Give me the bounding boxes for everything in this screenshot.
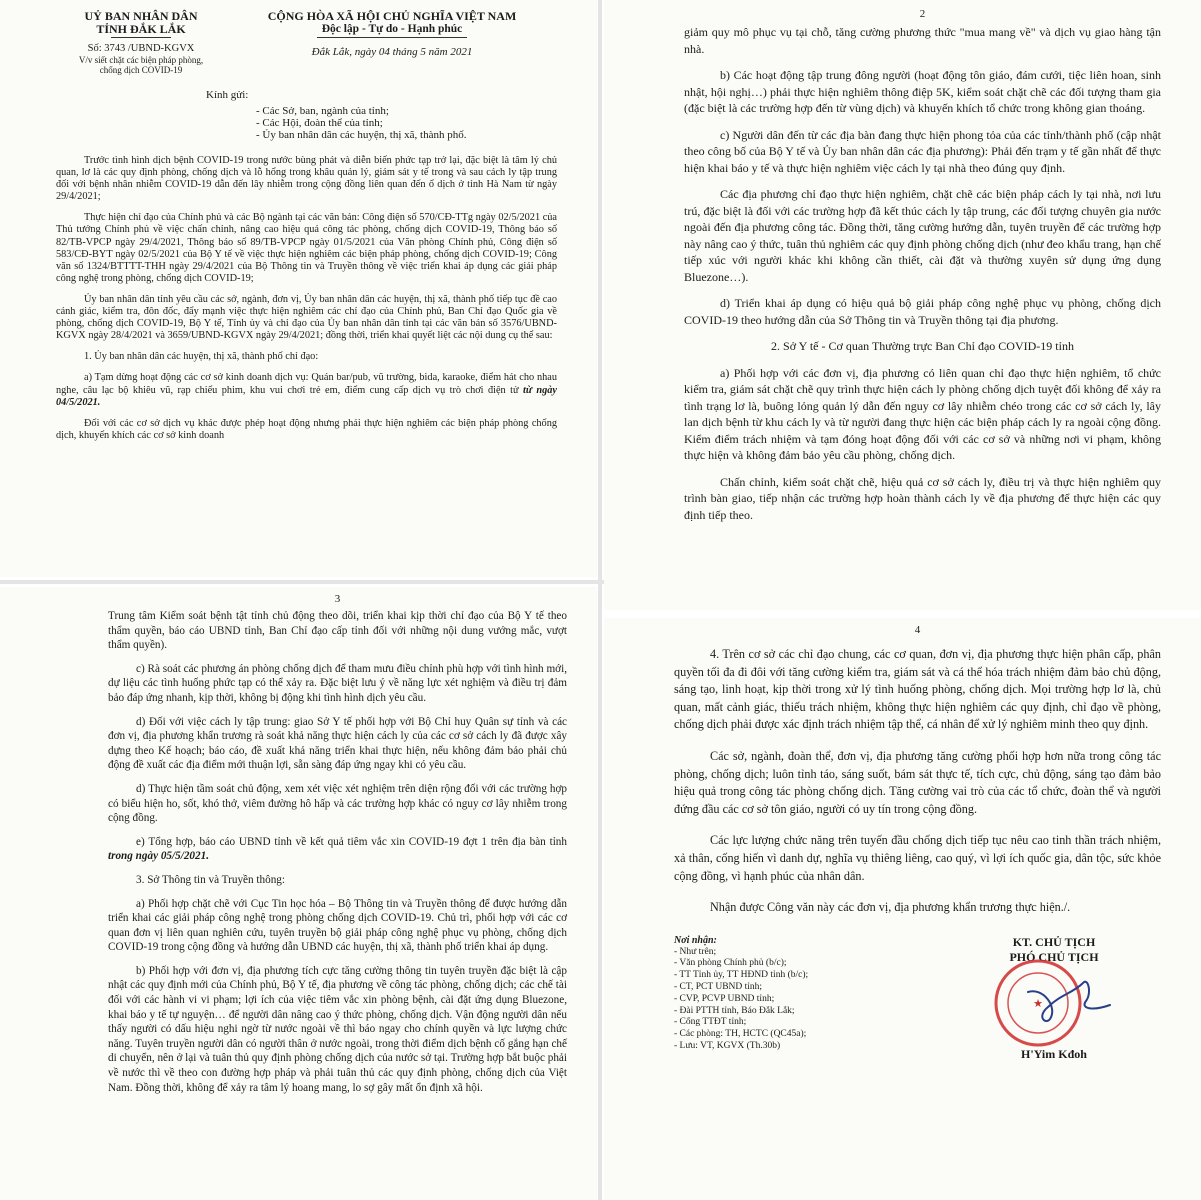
paragraph: d) Đối với việc cách ly tập trung: giao Sở Y tế phối hợp với Bộ Chỉ huy Quân sự tỉnh và các đơn vị, địa phương khẩn trương rà soát khả năng thực hiện cách ly của các cơ sở cách ly đã được xây dựng theo Kế hoạch; báo cáo, đề xuất khả năng triển khai thực hiện, nếu không đảm bảo phải chủ động đề xuất các địa điểm mới thuận lợi, sẵn sàng đáp ứng ngay khi có yêu cầu. bbox=[108, 715, 567, 772]
national-motto: Độc lập - Tự do - Hạnh phúc bbox=[321, 23, 463, 35]
paragraph-a-emphasis: từ ngày 04/5/2021. bbox=[56, 384, 557, 408]
recipients-heading: Nơi nhận: bbox=[674, 934, 717, 946]
paragraph: a) Phối hợp với các đơn vị, địa phương có liên quan chỉ đạo thực hiện nghiêm, tổ chức kiểm tra, giám sát chặt chẽ quy trình thực hiện cách ly phòng chống dịch tuyệt đối không để xảy ra tình trạng lơ là, buông lỏng quản lý dẫn đến nguy cơ lây nhiễm chéo trong các cơ sở cách ly, lây lan dịch bệnh từ khu cách ly và từ người đang thực hiện các biện pháp cách ly ra ngoài cộng đồng. Kiểm điểm trách nhiệm và tạm đóng hoạt động đối với các cơ sở và những nơi vi phạm, không thực hiện và không đảm bảo yêu cầu phòng, chống dịch. bbox=[684, 365, 1161, 462]
paragraph: 1. Ủy ban nhân dân các huyện, thị xã, thành phố chỉ đạo: bbox=[84, 351, 319, 363]
document-page-3 bbox=[0, 587, 597, 1200]
recipient-list bbox=[256, 105, 557, 141]
signatory-line1: KT. CHỦ TỊCH bbox=[1012, 934, 1096, 949]
paragraph: b) Phối hợp với đơn vị, địa phương tích cực tăng cường thông tin tuyên truyền đặc biệt là cập nhật các quy định mới của Chính phủ, Bộ Y tế, địa phương về công tác phòng, chống dịch; các chế tài đối với các hành vi vi phạm; lợi ích của việc tiêm vắc xin phòng bệnh, cài đặt ứng dụng Bluezone, khai báo y tế tự nguyện… để người dân nâng cao ý thức phòng, chống dịch. Vận động người dân nếu thấy người có dấu hiệu nghi ngờ từ nước ngoài về thì báo ngay cho chính quyền và lực lượng chức năng. Tuyên truyền người dân có người thân ở nước ngoài, trong thời điểm dịch bệnh cố gắng hạn chế di chuyển, nên ở lại và tuân thủ quy định phòng chống dịch của nước sở tại. Trường hợp bắt buộc phải về nước thì về theo con đường hợp pháp và phải tuân thủ các quy định phòng, chống dịch của Việt Nam. Đồng thời, không để xảy ra tâm lý hoang mang, lo sợ gây mất ổn định xã hội. bbox=[108, 964, 567, 1094]
recipient-item: - Các Hội, đoàn thể của tỉnh; bbox=[256, 117, 383, 129]
recipients-item: - Đài PTTH tỉnh, Báo Đắk Lắk; bbox=[674, 1005, 795, 1016]
paragraph-a-text: a) Tạm dừng hoạt động các cơ sở kinh doanh dịch vụ: Quán bar/pub, vũ trường, bida, karaoke, điểm hát cho nhau nghe, câu lạc bộ khiêu vũ, rạp chiếu phim, khu vui chơi trẻ em, điểm cung cấp dịch vụ trò chơi điện tử bbox=[56, 372, 557, 396]
subject-line2: chống dịch COVID-19 bbox=[99, 65, 183, 75]
page-number: 2 bbox=[919, 8, 926, 20]
document-page-2 bbox=[604, 0, 1201, 610]
paragraph: c) Rà soát các phương án phòng chống dịch để tham mưu điều chỉnh phù hợp với tình hình mới, dự liệu các tình huống phức tạp có thể xảy ra. Đặc biệt lưu ý về năng lực xét nghiệm và điều trị đảm bảo đáp ứng nhanh, kịp thời, không bị động khi tình hình dịch yêu cầu. bbox=[108, 662, 567, 704]
paragraph: Đối với các cơ sở dịch vụ khác được phép hoạt động nhưng phải thực hiện nghiêm các biện pháp phòng chống dịch, khuyến khích các cơ sở kinh doanh bbox=[56, 417, 557, 441]
document-header bbox=[56, 10, 557, 75]
paragraph: Các sở, ngành, đoàn thể, đơn vị, địa phương tăng cường phối hợp hơn nữa trong công tác phòng, chống dịch; luôn tỉnh táo, sáng suốt, bám sát thực tế, tích cực, chủ động, sáng tạo đảm bảo hiệu quả trong công tác phòng chống dịch. Tăng cường vai trò của các tổ chức, đoàn thể và người đứng đầu các cơ sở tôn giáo, người có uy tín trong cộng đồng. bbox=[674, 748, 1161, 816]
subject-line1: V/v siết chặt các biện pháp phòng, bbox=[78, 55, 204, 65]
page-number: 4 bbox=[914, 624, 921, 636]
paragraph-e-emphasis: trong ngày 05/5/2021. bbox=[108, 850, 210, 863]
document-number: Số: 3743 /UBND-KGVX bbox=[87, 43, 195, 54]
signatory-line2: PHÓ CHỦ TỊCH bbox=[1009, 949, 1099, 964]
recipient-item: - Ủy ban nhân dân các huyện, thị xã, thành phố. bbox=[256, 129, 467, 141]
greeting: Kính gửi: bbox=[206, 89, 249, 101]
document-page-1 bbox=[0, 0, 597, 577]
paragraph: Ủy ban nhân dân tỉnh yêu cầu các sở, ngành, đơn vị, Ủy ban nhân dân các huyện, thị xã, thành phố tiếp tục đề cao cảnh giác, kiểm tra, đôn đốc, đẩy mạnh việc thực hiện nghiêm các chỉ đạo của Chính phủ, Ban Chỉ đạo Quốc gia về phòng, chống dịch COVID-19, Bộ Y tế, Tỉnh ủy và chỉ đạo của Ủy ban nhân dân tỉnh tại các văn bản số 3576/UBND-KGVX ngày 28/4/2021 và 3659/UBND-KGVX ngày 29/4/2021; đồng thời, triển khai quyết liệt các nội dung cụ thể sau: bbox=[56, 293, 557, 342]
paragraph: b) Các hoạt động tập trung đông người (hoạt động tôn giáo, đám cưới, tiệc liên hoan, sinh nhật, hội nghị…) phải thực hiện nghiêm thông điệp 5K, kiểm soát chặt chẽ các đối tượng tham gia (đặc biệt là các trường hợp đến từ vùng dịch) và khuyến khích tổ chức trong không gian thoáng. bbox=[684, 68, 1161, 115]
document-page-4 bbox=[604, 618, 1201, 1200]
section-heading: 3. Sở Thông tin và Truyền thông: bbox=[136, 873, 285, 886]
paragraph-e bbox=[108, 835, 567, 864]
recipients-item: - CVP, PCVP UBND tỉnh; bbox=[674, 993, 775, 1004]
paragraph: 4. Trên cơ sở các chỉ đạo chung, các cơ quan, đơn vị, địa phương thực hiện phân cấp, phân quyền tối đa đi đôi với tăng cường kiểm tra, giám sát và cá thể hóa trách nhiệm đảm bảo chủ động, sáng tạo, linh hoạt, kịp thời trong xử lý tình huống phòng, chống dịch. Mọi trường hợp lơ là, chủ quan, mất cảnh giác, thiếu trách nhiệm, không thực hiện nghiêm các quy định, chỉ đạo về phòng, chống dịch phải được xác định trách nhiệm tập thể, cá nhân để xử lý nghiêm minh theo quy định. bbox=[674, 647, 1161, 732]
official-seal-and-signature-icon bbox=[988, 947, 1128, 1047]
paragraph-a bbox=[56, 372, 557, 408]
paragraph: c) Người dân đến từ các địa bàn đang thực hiện phong tỏa của các tỉnh/thành phố (cập nhật theo công bố của Bộ Y tế và Ủy ban nhân dân các địa phương): Phải đến trạm y tế gần nhất để thực hiện khai báo y tế và thực hiện nghiêm việc cách ly tại nhà theo đúng quy định. bbox=[684, 127, 1161, 175]
paragraph-continued: giảm quy mô phục vụ tại chỗ, tăng cường phương thức "mua mang về" và dịch vụ giao hàng tận nhà. bbox=[684, 25, 1161, 56]
page-gap-vertical bbox=[598, 0, 602, 1200]
recipients-item: - Như trên; bbox=[674, 946, 717, 957]
paragraph: d) Thực hiện tầm soát chủ động, xem xét việc xét nghiệm trên diện rộng đối với các trường hợp có biểu hiện ho, sốt, khó thở, viêm đường hô hấp và các trường hợp khác có nguy cơ lây nhiễm trong cộng đồng. bbox=[108, 782, 567, 825]
signer-name: H'Yim Kđoh bbox=[1021, 1046, 1087, 1061]
issuer-name-line1: UỶ BAN NHÂN DÂN bbox=[84, 9, 198, 23]
paragraph: Các địa phương chỉ đạo thực hiện nghiêm, chặt chẽ các biện pháp cách ly tại nhà, nơi lưu trú, đặc biệt là đối với các trường hợp đã kết thúc cách ly tập trung, các đối tượng chuyên gia nước ngoài đến địa phương công tác. Đồng thời, tăng cường hướng dẫn, tuyên truyền để các trường hợp này nâng cao ý thức, tuân thủ nghiêm các quy định phòng chống dịch (như đeo khẩu trang, hạn chế tiếp xúc với người khác khi không cần thiết, cài đặt và thường xuyên sử dụng ứng dụng Bluezone…). bbox=[684, 187, 1161, 284]
page-number: 3 bbox=[334, 593, 341, 605]
recipients-item: - Các phòng: TH, HCTC (QC45a); bbox=[674, 1029, 807, 1040]
national-block bbox=[227, 10, 557, 75]
paragraph-continued: Trung tâm Kiểm soát bệnh tật tỉnh chủ động theo dõi, triển khai kịp thời chỉ đạo của Bộ Y tế theo thẩm quyền, báo cáo UBND tỉnh, Ban Chỉ đạo cấp tỉnh đối với những nội dung vướng mắc, vượt thẩm quyền). bbox=[108, 610, 567, 652]
paragraph: d) Triển khai áp dụng có hiệu quả bộ giải pháp công nghệ phục vụ phòng, chống dịch COVID-19 theo hướng dẫn của Sở Thông tin và Truyền thông tại địa phương. bbox=[684, 296, 1161, 327]
paragraph: a) Phối hợp chặt chẽ với Cục Tin học hóa – Bộ Thông tin và Truyền thông để được hướng dẫn triển khai các giải pháp công nghệ trong phòng chống dịch COVID-19. Chủ trì, phối hợp với các cơ quan đơn vị liên quan nghiên cứu, tuyên truyền bộ giải pháp công nghệ phục vụ phòng, chống dịch COVID-19 trong cộng đồng và hướng dẫn UBND các huyện, thị xã, thành phố triển khai áp dụng. bbox=[108, 897, 567, 954]
national-title: CỘNG HÒA XÃ HỘI CHỦ NGHĨA VIỆT NAM bbox=[267, 9, 517, 23]
recipients-item: - Cổng TTĐT tỉnh; bbox=[674, 1017, 747, 1028]
paragraph: Thực hiện chỉ đạo của Chính phủ và các Bộ ngành tại các văn bản: Công điện số 570/CĐ-TTg ngày 02/5/2021 của Thủ tướng Chính phủ về việc chấn chỉnh, nâng cao hiệu quả công tác phòng, chống dịch COVID-19, Thông báo số 82/TB-VPCP ngày 29/4/2021, Thông báo số 89/TB-VPCP ngày 01/5/2021 của Văn phòng Chính phủ, Công điện số 583/CĐ-BYT ngày 02/5/2021 của Bộ Y tế về việc thực hiện nghiêm các biện pháp phòng, chống dịch COVID-19; Công văn số 1324/BTTTT-THH ngày 29/4/2021 của Bộ Thông tin và Truyền thông về việc triển khai áp dụng các giải pháp công nghệ trong phòng, chống dịch COVID-19; bbox=[56, 212, 557, 284]
recipients-item: - TT Tỉnh ủy, TT HĐND tỉnh (b/c); bbox=[674, 970, 809, 981]
signature-section bbox=[674, 935, 1161, 1075]
issuer-block bbox=[56, 10, 226, 75]
recipient-item: - Các Sở, ban, ngành của tỉnh; bbox=[256, 105, 389, 117]
recipients-item: - CT, PCT UBND tỉnh; bbox=[674, 981, 763, 992]
paragraph: Các lực lượng chức năng trên tuyến đầu chống dịch tiếp tục nêu cao tinh thần trách nhiệm, xả thân, cống hiến vì danh dự, nghĩa vụ thiêng liêng, cao quý, vì lợi ích quốc gia, dân tộc, sức khỏe cộng đồng, vì hạnh phúc của nhân dân. bbox=[674, 833, 1161, 883]
document-date: Đắk Lắk, ngày 04 tháng 5 năm 2021 bbox=[311, 46, 473, 58]
paragraph: Chấn chỉnh, kiểm soát chặt chẽ, hiệu quả cơ sở cách ly, điều trị và thực hiện nghiêm quy trình bàn giao, tiếp nhận các trường hợp hoàn thành cách ly về địa phương để thực hiện các quy định tiếp theo. bbox=[684, 474, 1161, 522]
recipients-item: - Văn phòng Chính phủ (b/c); bbox=[674, 958, 787, 969]
paragraph: Trước tình hình dịch bệnh COVID-19 trong nước bùng phát và diễn biến phức tạp trở lại, đặc biệt là tâm lý chủ quan, lơ là các quy định phòng, chống dịch và lỗ hổng trong khâu quản lý, giám sát y tế trong và sau cách ly tập trung đối với bệnh nhân nhiễm COVID-19 dẫn đến lây nhiễm trong cộng đồng liên quan đến ổ dịch ở tỉnh Hà Nam từ ngày 29/4/2021; bbox=[56, 155, 557, 203]
issuer-name-line2: TỈNH ĐẮK LẮK bbox=[96, 22, 186, 36]
recipients-block bbox=[674, 935, 904, 1053]
issuer-underline bbox=[111, 37, 171, 38]
seal-star: ★ bbox=[1033, 996, 1043, 1010]
recipients-item: - Lưu: VT, KGVX (Th.30b) bbox=[674, 1040, 781, 1051]
paragraph-e-text: e) Tổng hợp, báo cáo UBND tỉnh về kết quả tiêm vắc xin COVID-19 đợt 1 trên địa bàn tỉnh bbox=[136, 835, 567, 848]
section-heading: 2. Sở Y tế - Cơ quan Thường trực Ban Chỉ đạo COVID-19 tỉnh bbox=[771, 339, 1074, 353]
paragraph: Nhận được Công văn này các đơn vị, địa phương khẩn trương thực hiện./. bbox=[710, 900, 1071, 915]
motto-underline bbox=[317, 37, 467, 38]
